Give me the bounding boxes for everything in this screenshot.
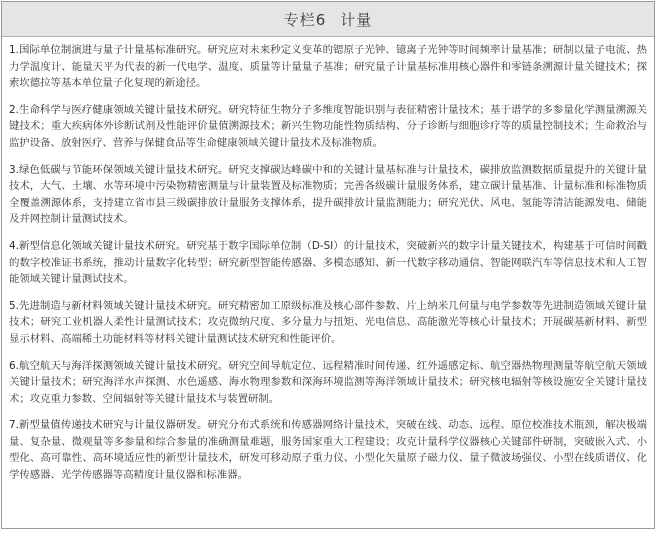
- item-5: [9, 298, 647, 348]
- box-content: [2, 37, 654, 484]
- item-title: 2.生命科学与医疗健康领域关键计量技术研究。: [9, 103, 229, 116]
- item-title: 3.绿色低碳与节能环保领域关键计量技术研究。: [9, 163, 229, 176]
- item-body: 研究支撑碳达峰碳中和的关键计量基标准与计量技术，碳排放监测数据质量提升的关键计量技术，大气、土壤、水等环境中污染物精密测量与计量装置及标准物质；完善各级碳计量服务体系，建立碳计量基准、计量标准和标准物质全覆盖溯源体系，支持建立省市县三级碳排放计量服务支撑体系，提升碳排放计量监测能力；研究光伏、风电、氢能等清洁能源发电、储能及并网控制计量测试技术。: [9, 163, 647, 226]
- item-body: 研究应对未来秒定义变革的锶原子光钟、镱离子光钟等时间频率计量基准；研制以量子电流、热力学温度计、能量天平为代表的新一代电学、温度、质量等计量量子基准；研究量子计量基标准用核心器件和零链条溯源计量关键技术；探索坎德拉等基本单位量子化复现的新途径。: [9, 44, 647, 90]
- item-body: 研究特征生物分子多维度智能识别与表征精密计量技术；基于谱学的多参量化学测量溯源关键技术；重大疾病体外诊断试剂及性能评价量值溯源技术；新兴生物功能性物质结构、分子诊断与细胞诊疗等的质量控制技术；生命救治与监护设备、放射医疗、营养与保健食品等生命健康领域关键计量技术及标准物质。: [9, 103, 647, 149]
- item-title: 1.国际单位制演进与量子计量基标准研究。: [9, 44, 208, 56]
- title-bar: [2, 2, 654, 37]
- item-body: 研究基于数字国际单位制（D-SI）的计量技术，突破新兴的数字计量关键技术，构建基于可信时间戳的数字校准证书系统，推动计量数字化转型；研究新型智能传感器、多模态感知、新一代数字移动通信、智能网联汽车等信息技术和人工智能领域关键计量测试技术。: [9, 239, 647, 286]
- box-label: 专栏6: [283, 10, 327, 29]
- box-title: [284, 9, 373, 30]
- item-3: [9, 162, 647, 228]
- item-4: [9, 238, 647, 288]
- item-7: [9, 417, 647, 483]
- item-2: [9, 102, 647, 152]
- item-title: 5.先进制造与新材料领域关键计量技术研究。: [9, 299, 218, 312]
- item-body: 研究分布式系统和传感器网络计量技术，突破在线、动态、远程、原位校准技术瓶颈，解决极端量、复杂量、微观量等多参量和综合参量的准确测量难题，服务国家重大工程建设；攻克计量科学仪器核心关键部件研制，突破嵌入式、小型化、高可靠性、高环境适应性的新型计量技术，研发可移动原子重力仪、小型化矢量原子磁力仪、量子微波场强仪、小型在线质谱仪、化学传感器、光学传感器等高精度计量仪器和标准器。: [9, 419, 647, 482]
- item-body: 研究精密加工原级标准及核心部件参数、片上纳米几何量与电学参数等先进制造领域关键计量技术；研究工业机器人柔性计量测试技术；攻克微纳尺度、多分量力与扭矩、光电信息、高能激光等核心计量技术；开展碳基新材料、新型显示材料、高端稀土功能材料等材料关键计量测试技术研究和性能评价。: [9, 299, 647, 345]
- feature-box: [1, 1, 655, 529]
- item-1: [9, 42, 647, 92]
- item-body: 研究空间导航定位、远程精准时间传递、红外遥感定标、航空器热物理测量等航空航天领域关键计量技术；研究海洋水声探测、水色遥感、海水物理参数和深海环境监测等海洋领域计量技术；研究核电辐射等核设施安全关键计量技术；攻克重力参数、空间辐射等关键计量技术与装置研制。: [9, 359, 647, 405]
- item-title: 7.新型量值传递技术研究与计量仪器研发。: [9, 419, 208, 432]
- box-name: 计量: [340, 10, 373, 29]
- item-title: 4.新型信息化领域关键计量技术研究。: [9, 239, 187, 252]
- item-title: 6.航空航天与海洋探测领域关键计量技术研究。: [9, 359, 229, 372]
- item-6: [9, 358, 647, 408]
